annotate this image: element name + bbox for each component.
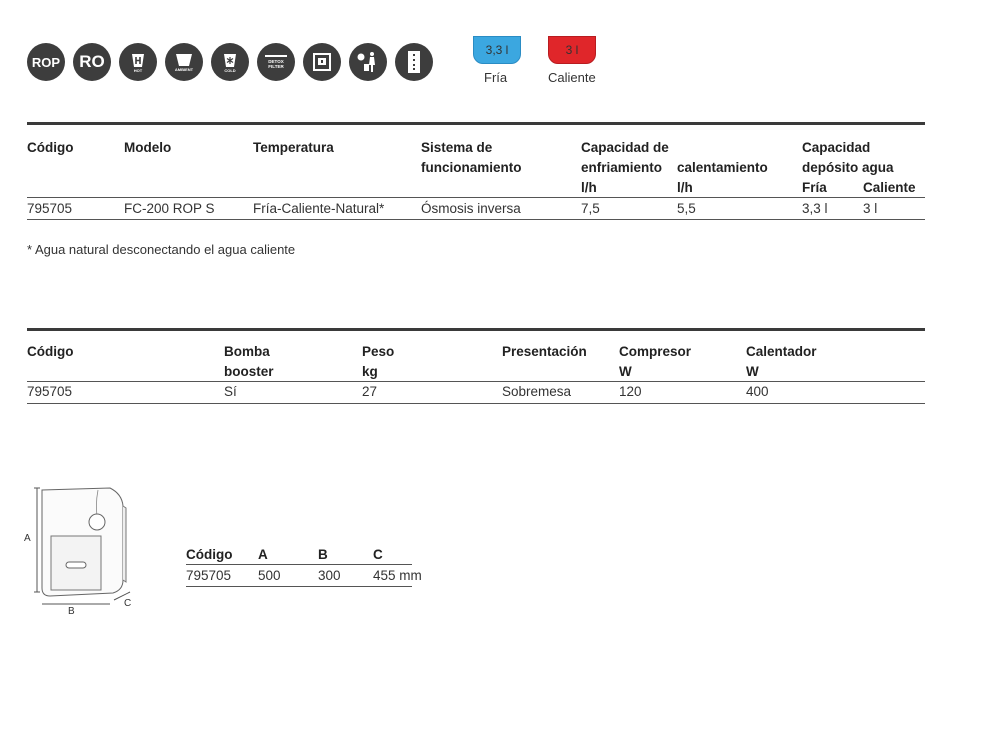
t1-header-calentamiento: calentamiento xyxy=(677,160,768,175)
hot-water-icon xyxy=(119,43,157,81)
t1-header-deposito-2: depósito agua xyxy=(802,160,894,175)
hot-tank-label: Caliente xyxy=(548,70,596,85)
table1-top-rule xyxy=(27,122,925,125)
dim-cell-a: 500 xyxy=(258,568,281,583)
t1-header-caliente: Caliente xyxy=(863,180,916,195)
dispenser-icon xyxy=(303,43,341,81)
t2-header-bomba-2: booster xyxy=(224,364,274,379)
t2-cell-codigo: 795705 xyxy=(27,384,73,399)
dim-header-c: C xyxy=(373,547,383,562)
drip-tray-slot xyxy=(66,562,86,568)
t1-header-deposito-1: Capacidad xyxy=(802,140,871,155)
t2-cell-bomba: Sí xyxy=(224,384,237,399)
dim-header-b: B xyxy=(318,547,328,562)
dimension-a-label: A xyxy=(24,533,31,544)
ambient-water-icon xyxy=(165,43,203,81)
t1-header-codigo: Código xyxy=(27,140,74,155)
t2-cell-presentacion: Sobremesa xyxy=(502,384,572,399)
rop-icon-text: ROP xyxy=(31,54,61,70)
t1-header-unit-cool: l/h xyxy=(581,180,597,195)
hot-tank xyxy=(548,36,596,64)
filter-cartridge-icon xyxy=(395,43,433,81)
cold-tank xyxy=(473,36,521,64)
t1-cell-sistema: Ósmosis inversa xyxy=(421,201,521,216)
t1-cell-calentamiento: 5,5 xyxy=(677,201,696,216)
cold-tank-volume: 3,3 l xyxy=(485,43,509,57)
t1-header-sistema-1: Sistema de xyxy=(421,140,493,155)
product-dimension-diagram xyxy=(20,480,145,620)
dim-cell-c: 455 mm xyxy=(373,568,422,583)
t1-cell-fria: 3,3 l xyxy=(802,201,828,216)
t1-bottom-rule xyxy=(27,219,925,220)
t1-header-temperatura: Temperatura xyxy=(253,140,334,155)
dim-cell-codigo: 795705 xyxy=(186,568,232,583)
unit-button xyxy=(89,514,105,530)
t2-header-codigo: Código xyxy=(27,344,74,359)
ambient-icon-text: AMBIENT xyxy=(174,66,194,72)
rop-icon xyxy=(27,43,65,81)
dim-header-codigo: Código xyxy=(186,547,233,562)
cup-icon xyxy=(130,52,146,68)
filter-icon-text: FILTER xyxy=(268,64,284,69)
t1-cell-caliente: 3 l xyxy=(863,201,878,216)
t1-header-rule xyxy=(27,197,925,198)
dim-header-rule xyxy=(186,564,412,565)
cold-icon-text: COLD xyxy=(224,67,236,73)
no-littering-icon xyxy=(349,43,387,81)
t2-bottom-rule xyxy=(27,403,925,404)
unit-side xyxy=(123,506,126,582)
dimension-c-label: C xyxy=(124,598,132,609)
table2-top-rule xyxy=(27,328,925,331)
t1-cell-codigo: 795705 xyxy=(27,201,73,216)
dim-bottom-rule xyxy=(186,586,412,587)
t2-header-peso-2: kg xyxy=(362,364,378,379)
t1-cell-enfriamiento: 7,5 xyxy=(581,201,600,216)
t2-header-calentador-2: W xyxy=(746,364,759,379)
footnote: * Agua natural desconectando el agua caliente xyxy=(27,242,296,257)
t1-header-unit-heat: l/h xyxy=(677,180,693,195)
hot-tank-volume: 3 l xyxy=(565,43,579,57)
hot-icon-text: HOT xyxy=(133,67,143,73)
t2-header-calentador-1: Calentador xyxy=(746,344,817,359)
dim-header-a: A xyxy=(258,547,268,562)
snowflake-cup-icon xyxy=(222,52,238,68)
t1-header-modelo: Modelo xyxy=(124,140,172,155)
t1-header-enfriamiento: enfriamiento xyxy=(581,160,663,175)
t2-cell-compresor: 120 xyxy=(619,384,642,399)
t1-cell-temperatura: Fría-Caliente-Natural* xyxy=(253,201,385,216)
t2-header-compresor-1: Compresor xyxy=(619,344,692,359)
t2-cell-peso: 27 xyxy=(362,384,378,399)
t1-cell-modelo: FC-200 ROP S xyxy=(124,201,215,216)
dispenser-box-icon xyxy=(312,52,332,72)
t2-header-peso-1: Peso xyxy=(362,344,395,359)
dim-cell-b: 300 xyxy=(318,568,341,583)
t2-header-presentacion: Presentación xyxy=(502,344,587,359)
t1-header-fria: Fría xyxy=(802,180,827,195)
ambient-cup-icon xyxy=(175,53,193,67)
t1-header-sistema-2: funcionamiento xyxy=(421,160,522,175)
cartridge-dots-icon xyxy=(407,50,421,74)
t2-header-compresor-2: W xyxy=(619,364,632,379)
person-bin-icon xyxy=(356,51,380,73)
dimension-b-label: B xyxy=(68,606,75,617)
detox-filter-icon xyxy=(257,43,295,81)
t1-header-capacidad-de: Capacidad de xyxy=(581,140,669,155)
t2-header-bomba-1: Bomba xyxy=(224,344,270,359)
cold-water-icon xyxy=(211,43,249,81)
ro-icon xyxy=(73,43,111,81)
ro-icon-text: RO xyxy=(79,52,105,71)
detox-icon-text: DETOX xyxy=(268,59,284,64)
t2-header-rule xyxy=(27,381,925,382)
t2-cell-calentador: 400 xyxy=(746,384,769,399)
cold-tank-label: Fría xyxy=(484,70,508,85)
